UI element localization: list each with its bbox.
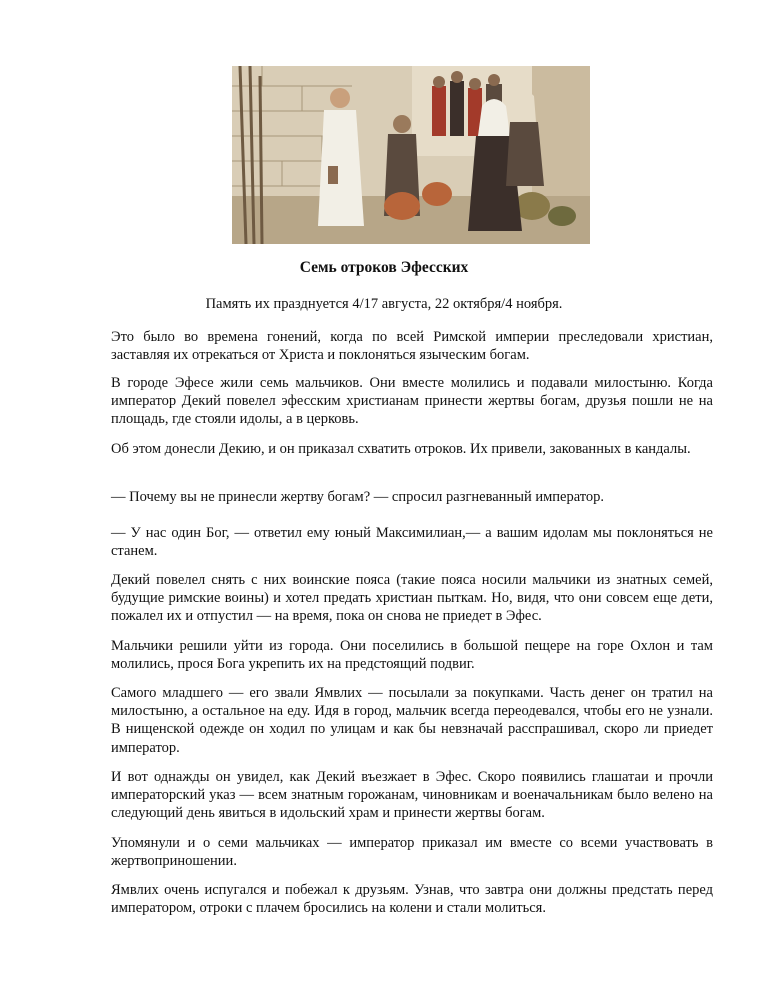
document-title: Семь отроков Эфесских	[299, 259, 469, 276]
paragraph-9: И вот однажды он увидел, как Декий въезжает в Эфес. Скоро появились глашатаи и прочли императорский указ — всем знатным горожанам, чиновникам и военачальникам было велено на следующий день явиться в идольский храм и принести жертвы богам.	[111, 769, 713, 822]
paragraph-1: Это было во времена гонений, когда по всей Римской империи преследовали христиан, заставляя их отрекаться от Христа и поклоняться языческим богам.	[111, 329, 713, 364]
paragraph-6: Декий повелел снять с них воинские пояса (такие пояса носили мальчики из знатных семей, будущие римские воины) и хотел предать христиан пыткам. Но, видя, что они совсем еще дети, пожалел их и отпустил — на время, пока он снова не приедет в Эфес.	[111, 572, 713, 625]
paragraph-11: Ямвлих очень испугался и побежал к друзьям. Узнав, что завтра они должны предстать перед императором, отроки с плачем бросились на колени и стали молиться.	[111, 882, 713, 917]
illustration-image	[232, 66, 590, 244]
paragraph-4: — Почему вы не принесли жертву богам? — спросил разгневанный император.	[111, 489, 605, 505]
paragraph-8: Самого младшего — его звали Ямвлих — посылали за покупками. Часть денег он тратил на милостыню, а остальное на еду. Идя в город, мальчик всегда переодевался, чтобы его не узнали. В нищенской одежде он ходил по улицам и как бы невзначай расспрашивал, скоро ли приедет император.	[111, 685, 713, 756]
feast-days-subtitle: Память их празднуется 4/17 августа, 22 октября/4 ноября.	[205, 296, 563, 312]
painting-icon	[232, 66, 590, 244]
paragraph-10: Упомянули и о семи мальчиках — император приказал им вместе со всеми участвовать в жертвоприношении.	[111, 835, 713, 870]
paragraph-7: Мальчики решили уйти из города. Они поселились в большой пещере на горе Охлон и там молились, прося Бога укрепить их на предстоящий подвиг.	[111, 638, 713, 673]
paragraph-5: — У нас один Бог, — ответил ему юный Максимилиан,— а вашим идолам мы поклоняться не станем.	[111, 525, 713, 560]
paragraph-3: Об этом донесли Декию, и он приказал схватить отроков. Их привели, закованных в кандалы.	[111, 441, 691, 457]
paragraph-2: В городе Эфесе жили семь мальчиков. Они вместе молились и подавали милостыню. Когда император Декий повелел эфесским христианам принести жертвы богам, друзья пошли не на площадь, где стояли идолы, а в церковь.	[111, 375, 713, 428]
